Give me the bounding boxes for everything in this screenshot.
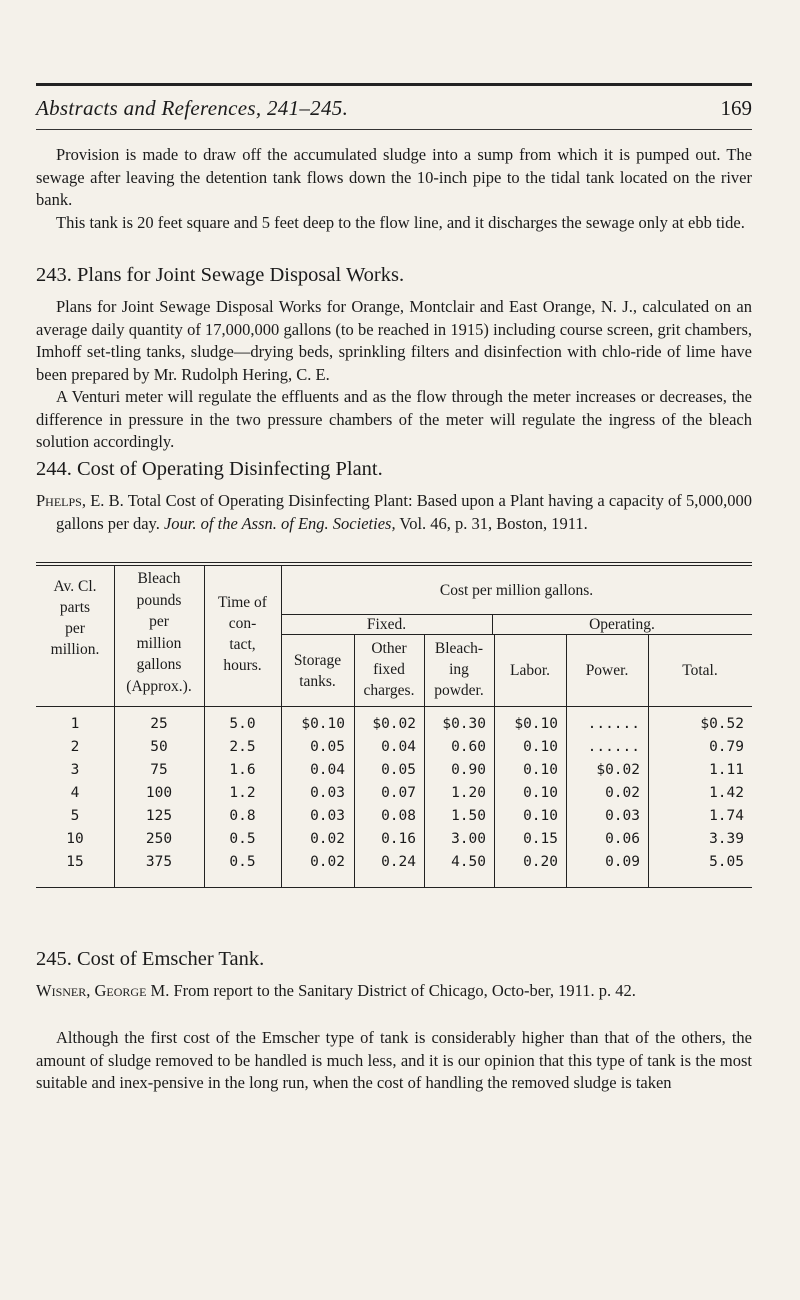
table-cell: 0.02 [310,831,345,847]
table-cell: 0.05 [310,739,345,755]
table-cell: 1.6 [229,762,256,778]
table-cell: $0.30 [442,716,486,732]
table-cell: 25 [150,716,168,732]
table-cell: 0.5 [229,854,256,870]
section-244-author: Phelps, E. B. [36,491,124,510]
header-cl-parts: Av. Cl. parts per million. [50,578,100,658]
header-labor: Labor. [509,662,551,679]
section-245-source: From report to the Sanitary District of Chicago, Octo-ber, 1911. p. 42. [173,981,636,1000]
header-cost-group: Cost per million gallons. [439,582,594,599]
table-cell: 0.02 [605,785,640,801]
table-cell: 0.8 [229,808,256,824]
table-cell: 0.10 [523,739,558,755]
section-244-details: Vol. 46, p. 31, Boston, 1911. [399,513,588,533]
top-rule [36,83,752,86]
table-cell: 2.5 [229,739,256,755]
head-rule [36,129,752,130]
header-contact-time: Time of con- tact, hours. [218,594,267,674]
table-cell: ...... [587,716,640,732]
running-title: Abstracts and References, 241–245. [36,96,349,120]
table-cell: $0.52 [700,716,744,732]
table-cell: 5.0 [229,716,256,732]
table-cell: 0.24 [381,854,416,870]
table-cell: 3.39 [709,831,744,847]
table-cell: 0.20 [523,854,558,870]
table-cell: 1 [70,716,80,732]
cost-table [36,562,752,932]
table-cell: 0.02 [310,854,345,870]
table-cell: 0.16 [381,831,416,847]
table-cell: 0.15 [523,831,558,847]
header-other-fixed: Other fixed charges. [363,640,415,699]
table-cell: 0.90 [451,762,486,778]
table-cell: 10 [66,831,84,847]
section-243-paragraph-1: Plans for Joint Sewage Disposal Works for Orange, Montclair and East Orange, N. J., calculated on an average daily quantity of 17,000,000 gallons (to be reached in 1915) including course screen, grit chambers, Imhoff set-tling tanks, sludge—drying beds, sprinkling filters and disinfection with chlo-ride of lime have been prepared by Mr. Rudolph Hering, C. E. [36,297,752,384]
table-cell: 0.10 [523,785,558,801]
table-cell: 1.20 [451,785,486,801]
table-cell: 0.5 [229,831,256,847]
table-cell: $0.02 [596,762,640,778]
header-bleach-pounds: Bleach pounds per million gallons (Approx.). [126,570,192,695]
table-cell: 0.03 [310,808,345,824]
section-245-author: Wisner, George M. [36,981,170,1000]
table-cell: $0.10 [301,716,345,732]
table-cell: 0.05 [381,762,416,778]
intro-paragraph-2: This tank is 20 feet square and 5 feet deep to the flow line, and it discharges the sewage only at ebb tide. [56,213,745,232]
section-244-heading: 244. Cost of Operating Disinfecting Plant. [36,458,383,480]
table-cell: 4 [70,785,80,801]
table-cell: 375 [145,854,173,870]
table-cell: 5.05 [709,854,744,870]
header-bleaching-powder: Bleach- ing powder. [434,640,484,699]
intro-paragraph-1: Provision is made to draw off the accumulated sludge into a sump from which it is pumped out. The sewage after leaving the detention tank flows down the 10-inch pipe to the tidal tank located on the river bank. [36,145,752,209]
table-cell: 1.42 [709,785,744,801]
table-cell: 0.03 [605,808,640,824]
page-number: 169 [720,96,752,120]
table-cell: 4.50 [451,854,486,870]
table-cell: 5 [70,808,80,824]
table-cell: 1.50 [451,808,486,824]
table-cell: 50 [150,739,168,755]
table-cell: 100 [145,785,173,801]
table-cell: 15 [66,854,84,870]
table-cell: 1.74 [709,808,744,824]
table-cell: 0.06 [605,831,640,847]
table-cell: 1.2 [229,785,256,801]
table-cell: 250 [145,831,173,847]
header-total: Total. [682,662,718,679]
running-head [36,96,752,126]
table-cell: 2 [70,739,80,755]
table-cell: 0.10 [523,762,558,778]
section-243-heading: 243. Plans for Joint Sewage Disposal Works. [36,264,405,286]
table-cell: 1.11 [709,762,744,778]
header-storage-tanks: Storage tanks. [293,652,342,690]
table-cell: $0.02 [372,716,416,732]
section-245-paragraph: Although the first cost of the Emscher type of tank is considerably higher than that of the others, the amount of sludge removed to be handled is much less, and it is our opinion that this type of tank is the most suitable and inex-pensive in the long run, when the cost of handling the removed sludge is taken [36,1028,752,1092]
table-cell: 75 [150,762,168,778]
section-244-citation [36,490,752,535]
table-cell: 0.04 [381,739,416,755]
table-cell: 0.10 [523,808,558,824]
header-power: Power. [585,662,629,679]
table-cell: 3.00 [451,831,486,847]
table-cell: 0.79 [709,739,744,755]
table-cell: 0.07 [381,785,416,801]
section-245-heading: 245. Cost of Emscher Tank. [36,948,265,970]
table-cell: $0.10 [514,716,558,732]
table-cell: 0.09 [605,854,640,870]
table-cell: 0.60 [451,739,486,755]
table-cell: 0.03 [310,785,345,801]
section-245-citation [36,980,752,1003]
section-244-journal: Jour. of the Assn. of Eng. Societies, [163,513,396,533]
header-operating-group: Operating. [589,616,655,633]
header-fixed-group: Fixed. [366,616,407,633]
table-cell: 0.04 [310,762,345,778]
table-cell: 0.08 [381,808,416,824]
table-cell: ...... [587,739,640,755]
table-cell: 125 [145,808,173,824]
section-244-title: Total Cost of Operating Disinfecting Plant: Based upon a Plant having a capacity of 5,000,000 gallons per day. [56,491,753,533]
table-cell: 3 [70,762,80,778]
section-243-paragraph-2: A Venturi meter will regulate the effluents and as the flow through the meter increases or decreases, the difference in pressure in the two pressure chambers of the meter will regulate the ingress of the bleach solution accordingly. [36,387,752,451]
